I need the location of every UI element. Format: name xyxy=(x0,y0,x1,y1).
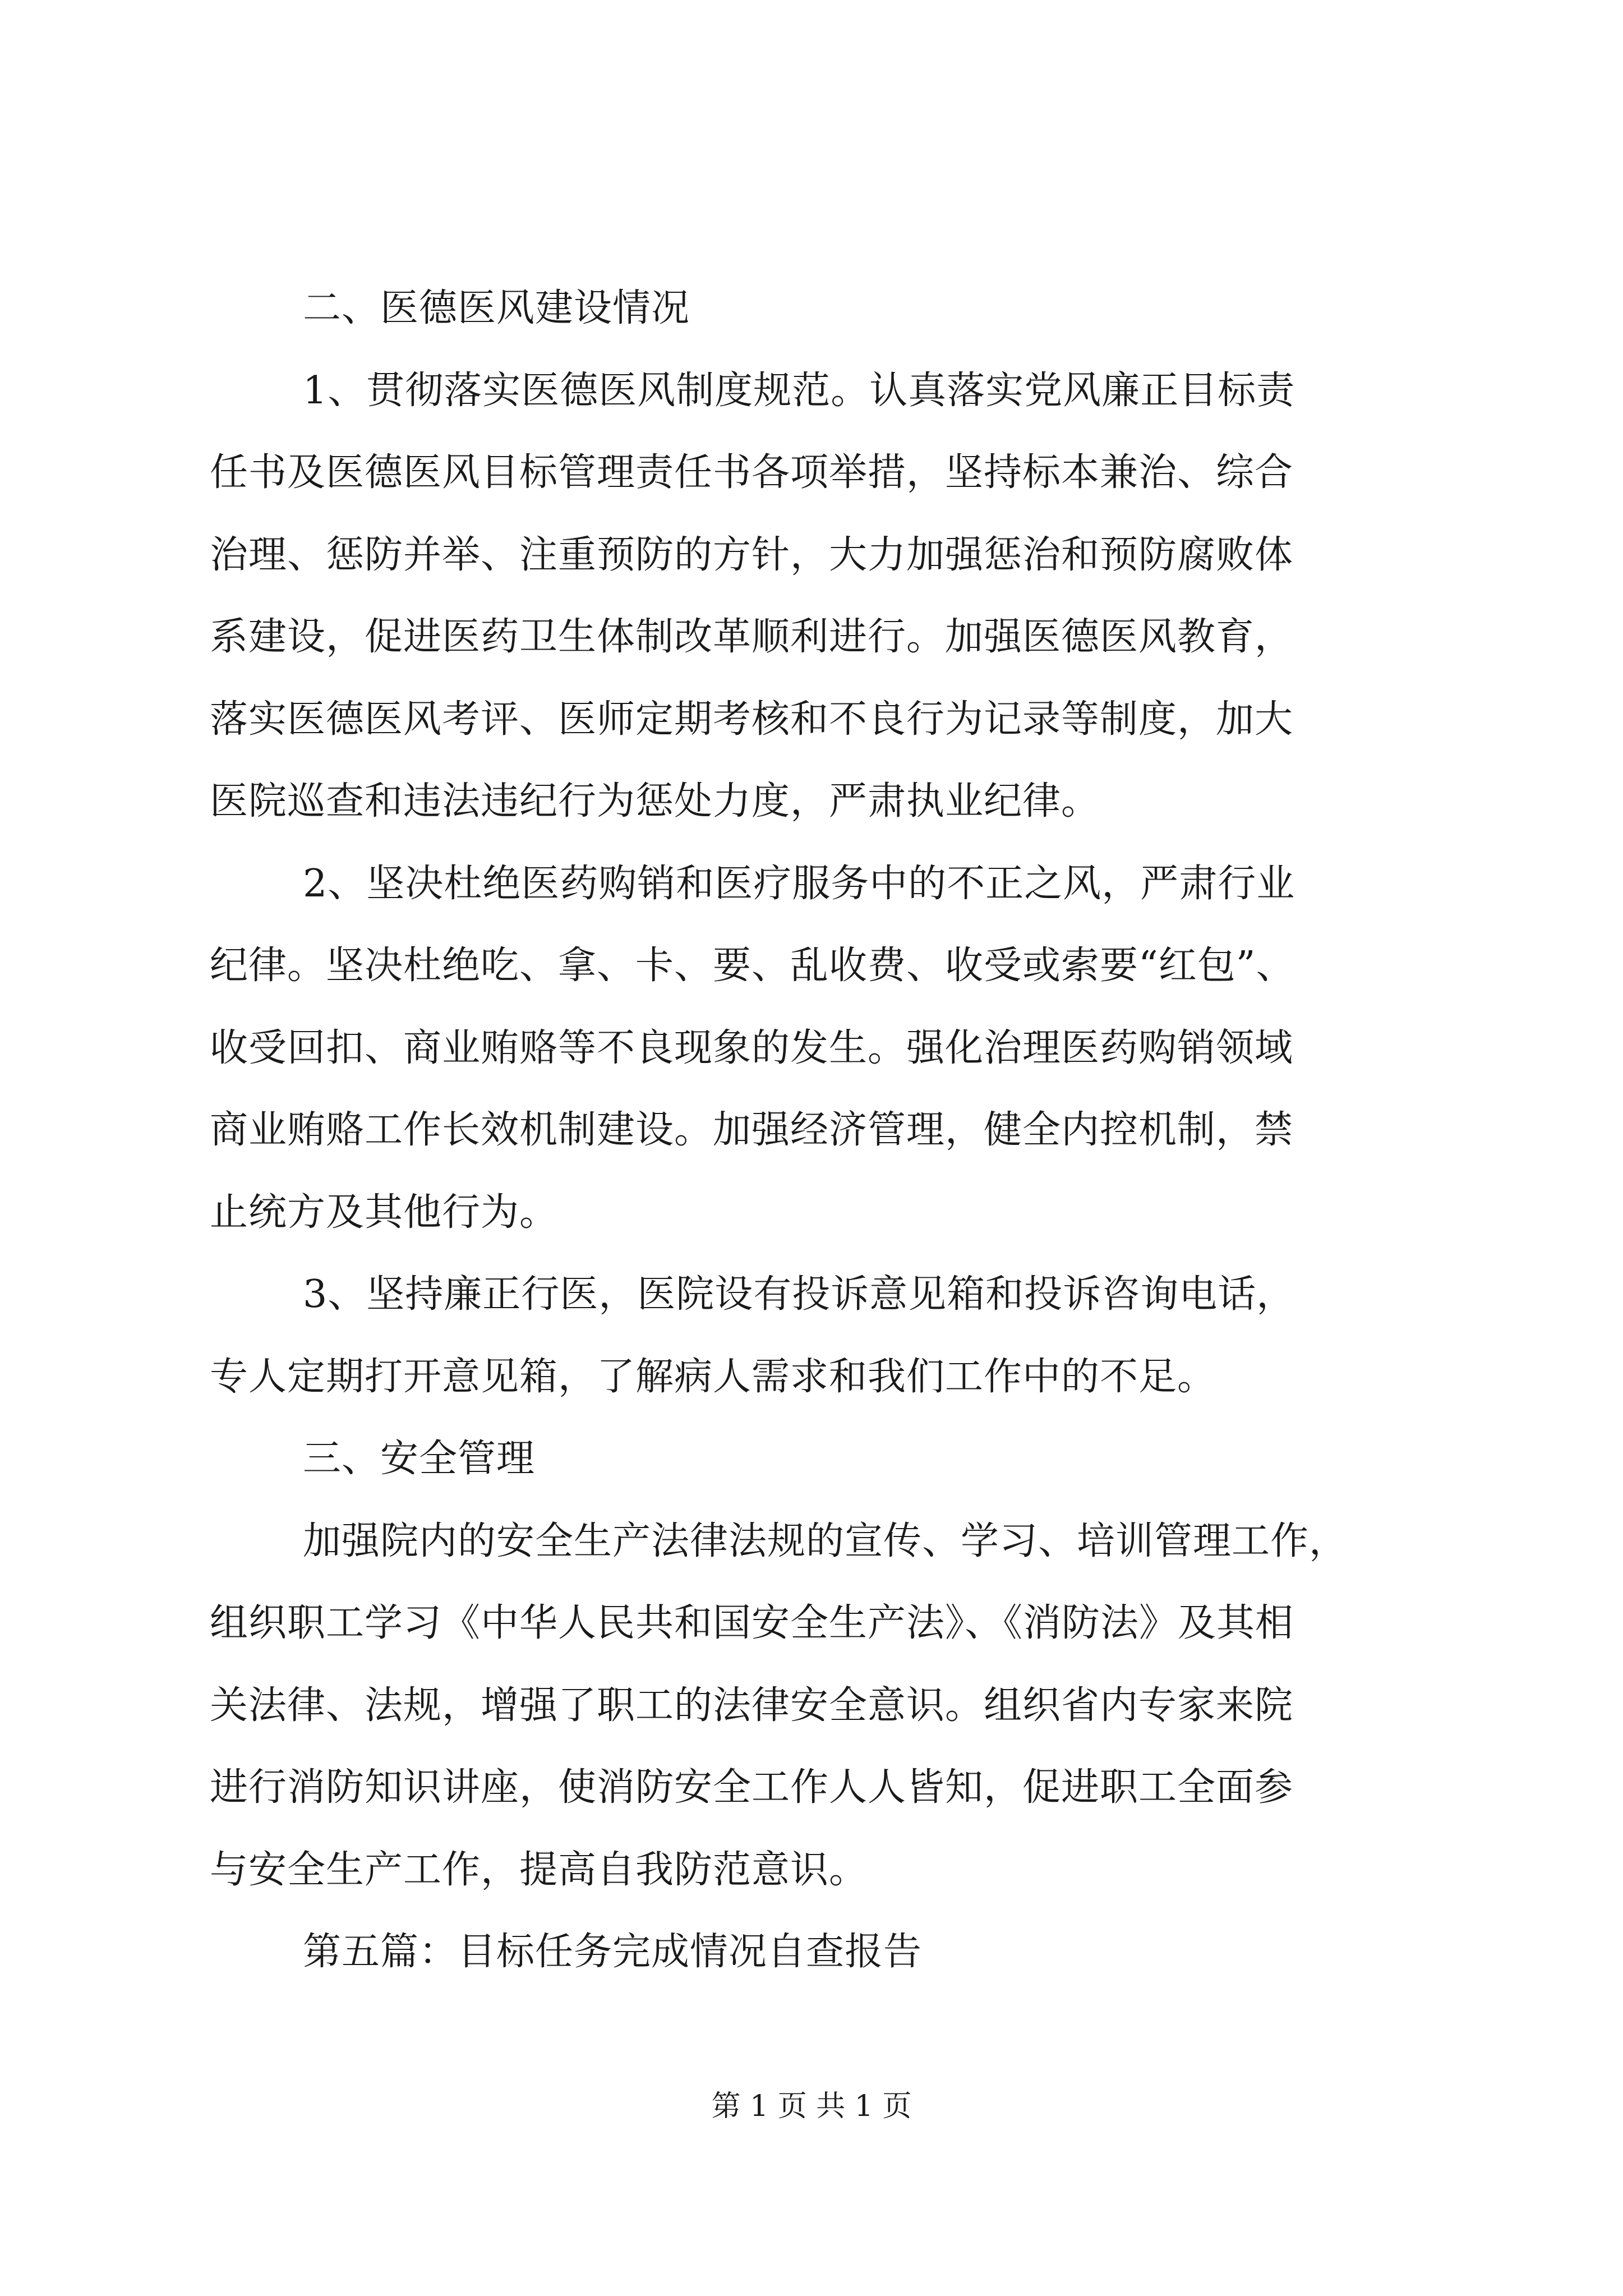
paragraph-line: 医院巡查和违法违纪行为惩处力度，严肃执业纪律。 xyxy=(210,779,1100,823)
paragraph-line: 加强院内的安全生产法律法规的宣传、学习、培训管理工作， xyxy=(303,1519,1348,1563)
paragraph-line: 2、坚决杜绝医药购销和医疗服务中的不正之风，严肃行业 xyxy=(303,862,1295,906)
section-heading: 三、安全管理 xyxy=(303,1437,536,1481)
paragraph-line: 系建设，促进医药卫生体制改革顺利进行。加强医德医风教育， xyxy=(210,615,1294,659)
paragraph-line: 商业贿赂工作长效机制建设。加强经济管理，健全内控机制，禁 xyxy=(210,1108,1294,1152)
paragraph-line: 纪律。坚决杜绝吃、拿、卡、要、乱收费、收受或索要“红包”、 xyxy=(210,944,1295,988)
page-number-footer: 第 1 页 共 1 页 xyxy=(711,2090,912,2123)
paragraph-line: 组织职工学习《中华人民共和国安全生产法》、《消防法》及其相 xyxy=(210,1601,1294,1645)
paragraph-line: 1、贯彻落实医德医风制度规范。认真落实党风廉正目标责 xyxy=(303,369,1295,413)
paragraph-line: 3、坚持廉正行医，医院设有投诉意见箱和投诉咨询电话， xyxy=(303,1272,1295,1317)
paragraph-line: 任书及医德医风目标管理责任书各项举措，坚持标本兼治、综合 xyxy=(210,450,1294,495)
paragraph-line: 与安全生产工作，提高自我防范意识。 xyxy=(210,1848,868,1892)
section-heading: 二、医德医风建设情况 xyxy=(303,286,690,330)
paragraph-line: 专人定期打开意见箱，了解病人需求和我们工作中的不足。 xyxy=(210,1355,1216,1399)
paragraph-line: 止统方及其他行为。 xyxy=(210,1190,559,1235)
chapter-heading: 第五篇：目标任务完成情况自查报告 xyxy=(303,1930,923,1974)
paragraph-line: 进行消防知识讲座，使消防安全工作人人皆知，促进职工全面参 xyxy=(210,1765,1294,1810)
paragraph-line: 落实医德医风考评、医师定期考核和不良行为记录等制度，加大 xyxy=(210,697,1294,742)
paragraph-line: 收受回扣、商业贿赂等不良现象的发生。强化治理医药购销领域 xyxy=(210,1026,1294,1070)
paragraph-line: 治理、惩防并举、注重预防的方针，大力加强惩治和预防腐败体 xyxy=(210,533,1294,577)
paragraph-line: 关法律、法规，增强了职工的法律安全意识。组织省内专家来院 xyxy=(210,1683,1294,1728)
